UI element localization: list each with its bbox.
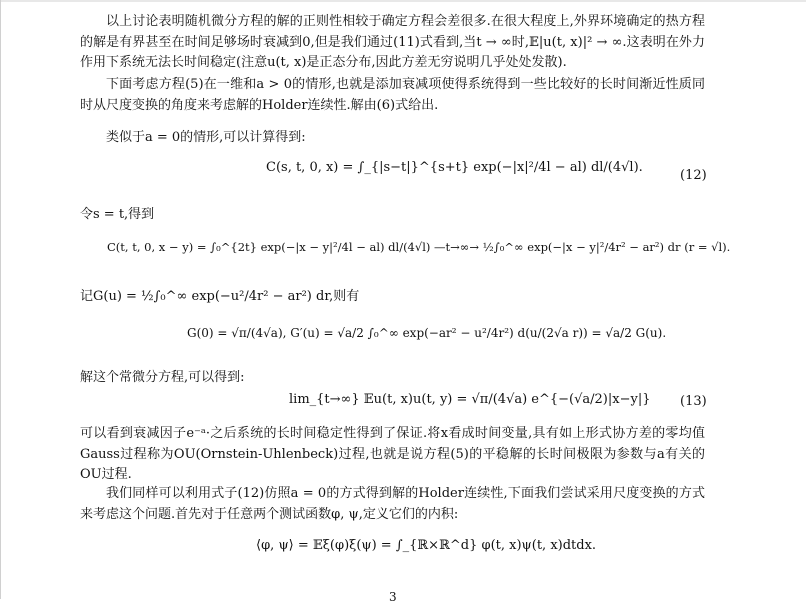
paragraph-let-s-equal-t: 令s = t,得到 <box>80 207 155 222</box>
equation-covariance-limit: C(t, t, 0, x − y) = ∫₀^{2t} exp(−|x − y|²/4l − al) dl/(4√l) —t→∞→ ½∫₀^∞ exp(−|x − y|²/4r² − ar²) dr (r = √l). <box>107 240 731 254</box>
equation-13-number: (13) <box>680 394 707 409</box>
paragraph-consider-a-positive: 下面考虑方程(5)在一维和a > 0的情形,也就是添加衰减项使得系统得到一些比较好的长时间渐近性质同时从尺度变换的角度来考虑解的Holder连续性.解由(6)式给出. <box>80 77 705 113</box>
page-number: 3 <box>389 590 397 604</box>
paragraph-scaling: 我们同样可以利用式子(12)仿照a = 0的方式得到解的Holder连续性,下面我们尝试采用尺度变换的方式来考虑这个问题.首先对于任意两个测试函数φ, ψ,定义它们的内积: <box>80 486 705 522</box>
paragraph-similar-case: 类似于a = 0的情形,可以计算得到: <box>106 130 306 145</box>
equation-inner-product: ⟨φ, ψ⟩ = 𝔼ξ(φ)ξ(ψ) = ∫_{ℝ×ℝ^d} φ(t, x)ψ(t, x)dtdx. <box>256 538 597 553</box>
equation-12: C(s, t, 0, x) = ∫_{|s−t|}^{s+t} exp(−|x|²/4l − al) dl/(4√l). <box>266 160 643 175</box>
paragraph-ou-process: 可以看到衰减因子e⁻ᵃ·之后系统的长时间稳定性得到了保证.将x看成时间变量,具有如上形式协方差的零均值Gauss过程称为OU(Ornstein-Uhlenbeck)过程,也就是说方程(5)的平稳解的长时间极限为参数与a有关的OU过程. <box>80 426 705 482</box>
equation-13: lim_{t→∞} 𝔼u(t, x)u(t, y) = √π/(4√a) e^{−(√a/2)|x−y|} <box>289 392 651 407</box>
paragraph-define-G: 记G(u) = ½∫₀^∞ exp(−u²/4r² − ar²) dr,则有 <box>80 289 360 304</box>
paragraph-stability: 以上讨论表明随机微分方程的解的正则性相较于确定方程会差很多.在很大程度上,外界环境确定的热方程的解是有界甚至在时间足够场时衰减到0,但是我们通过(11)式看到,当t → ∞时,𝔼|u(t, x)|² → ∞.这表明在外力作用下系统无法长时间稳定(注意u(t, x)是正态分布,因此方差无穷说明几乎处处发散). <box>80 14 705 70</box>
equation-G-ode: G(0) = √π/(4√a), G′(u) = √a/2 ∫₀^∞ exp(−ar² − u²/4r²) d(u/(2√a r)) = √a/2 G(u). <box>187 326 667 340</box>
page-top-edge <box>1 0 806 2</box>
equation-12-number: (12) <box>680 168 707 183</box>
paragraph-solve-ode: 解这个常微分方程,可以得到: <box>80 370 245 385</box>
